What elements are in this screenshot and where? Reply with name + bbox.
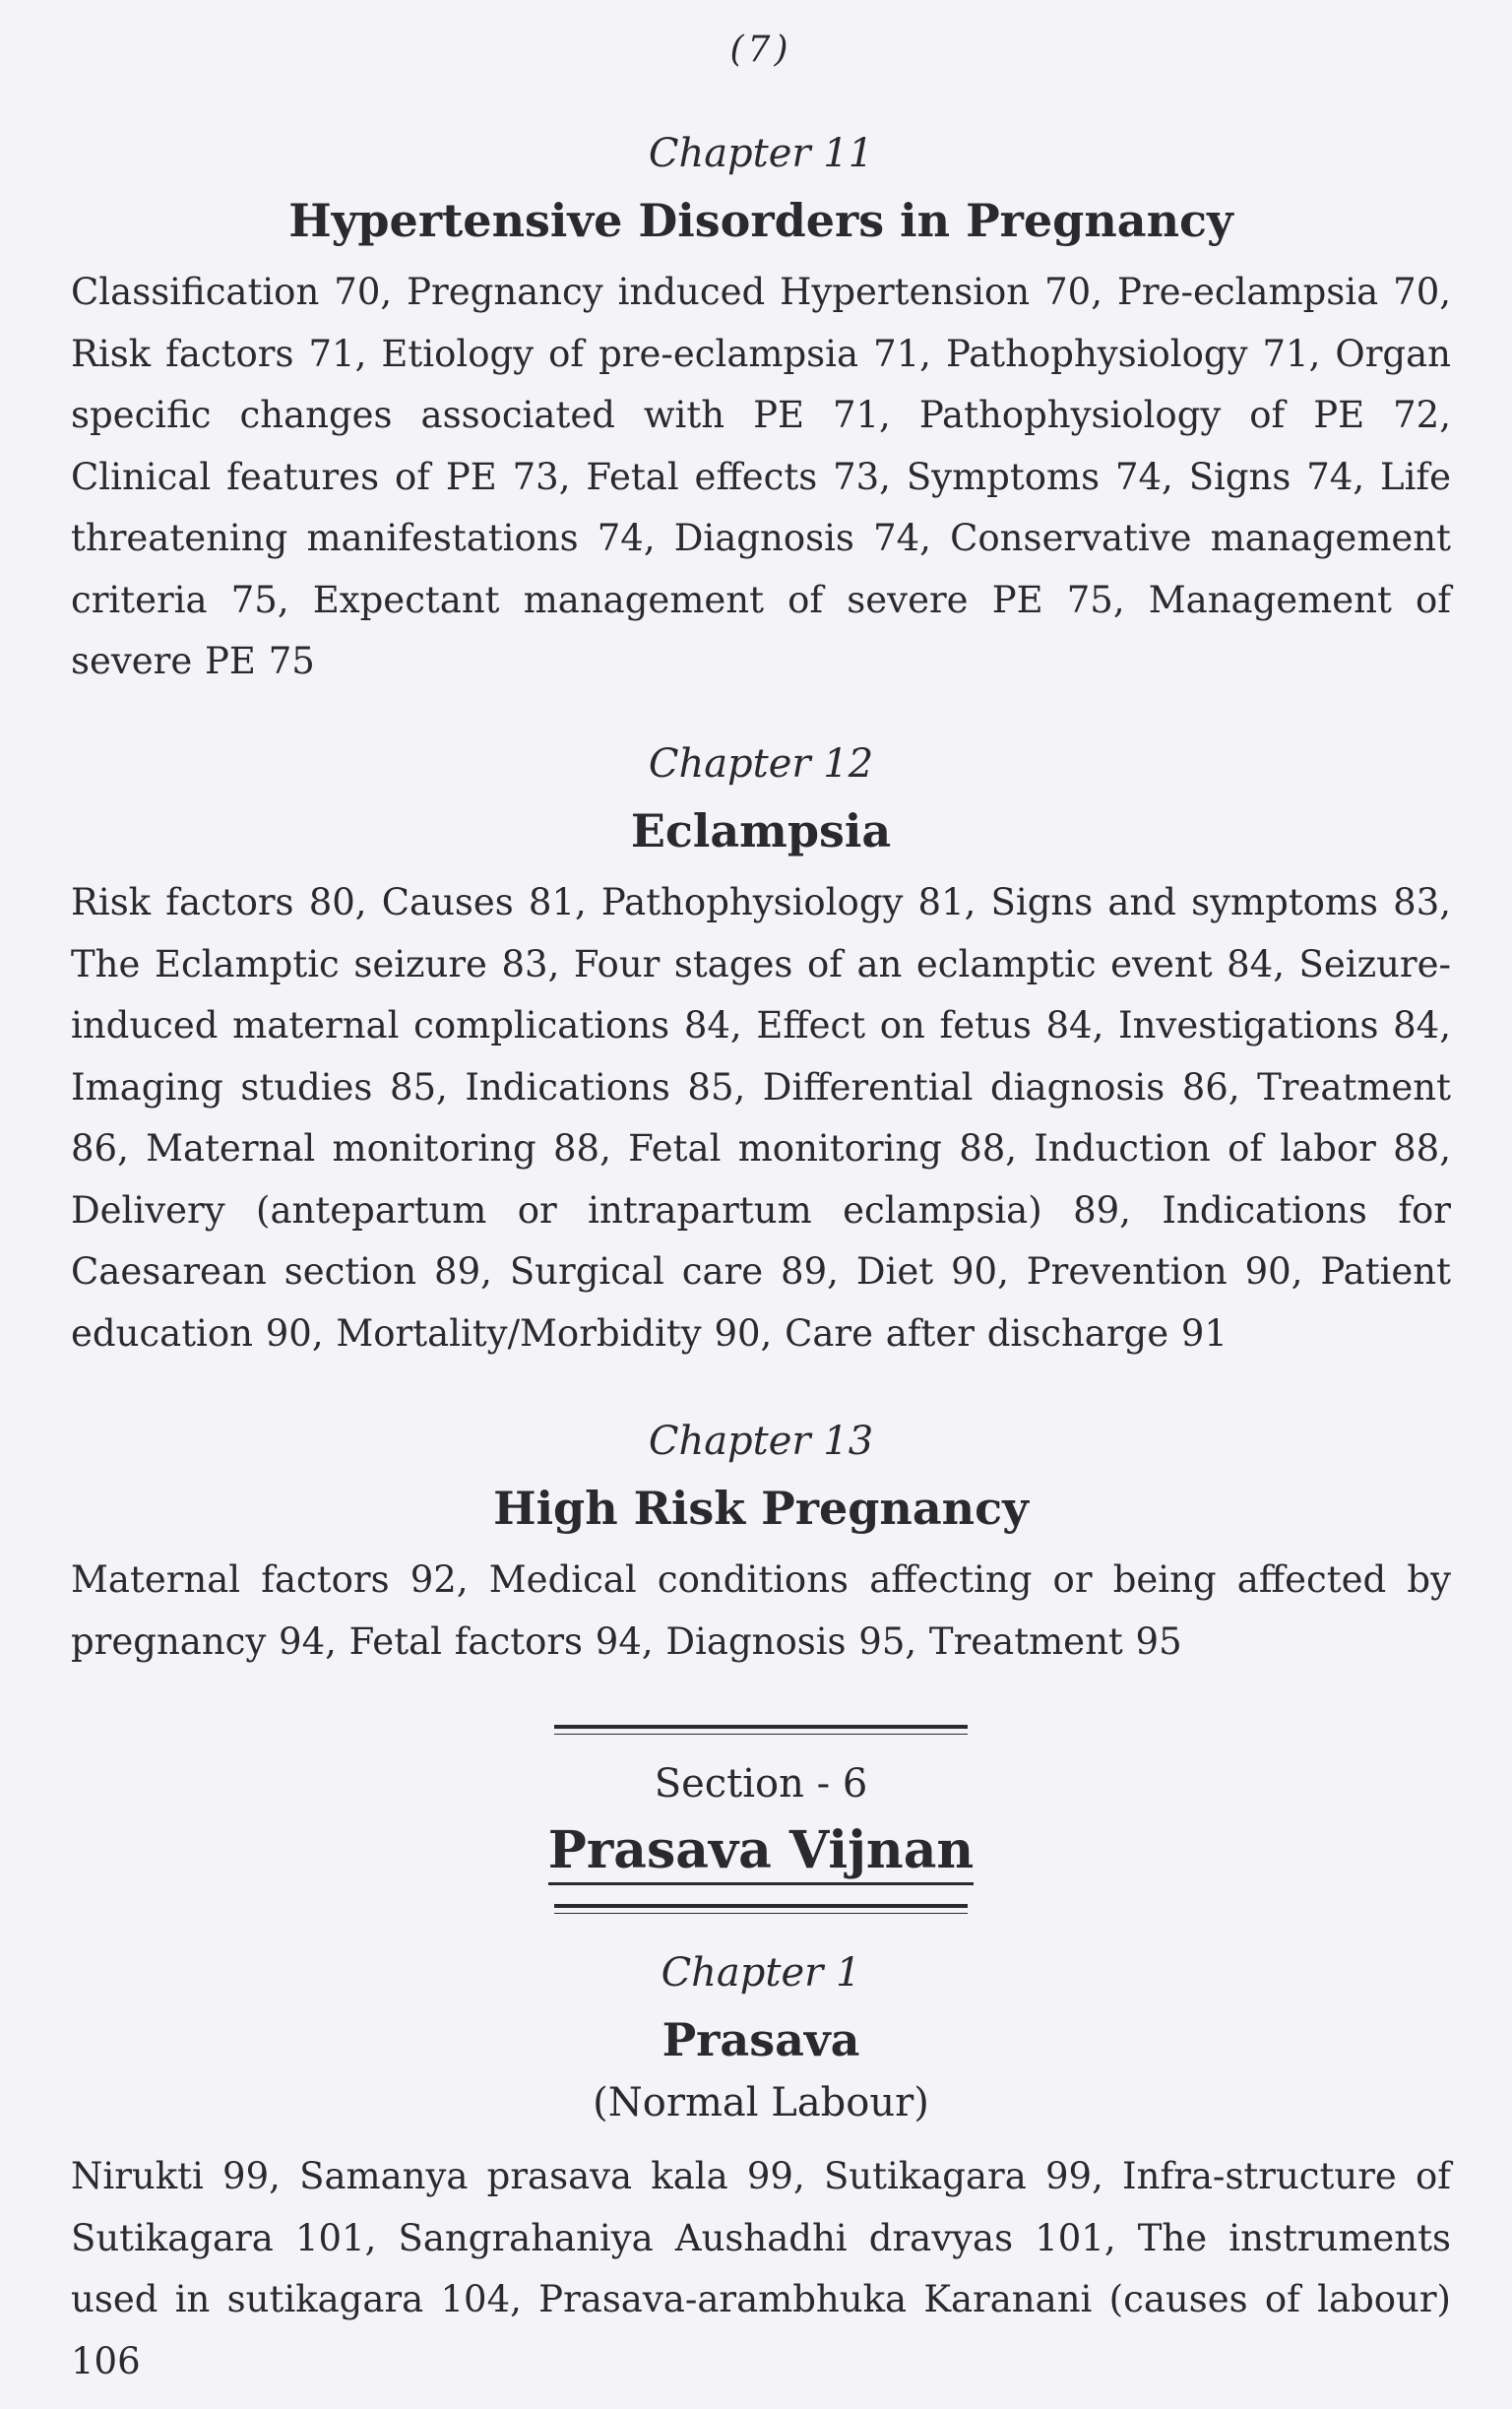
chapter-topics: Classification 70, Pregnancy induced Hypertension 70, Pre-eclampsia 70, Risk factors 71, Etiology of pre-eclampsia 71, Pathophysiology 71, Organ specific changes associated with PE 71, Pathophysiology of PE 72, Clinical features of PE 73, Fetal effects 73, Symptoms 74, Signs 74, Life threatening manifestations 74, Diagnosis 74, Conservative management criteria 75, Expectant management of severe PE 75, Management of severe PE 75 [71, 271, 1451, 682]
chapter-label: Chapter 1 [661, 1950, 861, 1996]
section-label: Section - 6 [654, 1761, 868, 1807]
chapter-title: Hypertensive Disorders in Pregnancy [288, 194, 1233, 247]
section-title [71, 1815, 1451, 1886]
chapter-11-block [71, 126, 1451, 693]
section-6-chapter-1-block [71, 1945, 1451, 2392]
chapter-title: Prasava [662, 2013, 860, 2066]
chapter-topics: Risk factors 80, Causes 81, Pathophysiology 81, Signs and symptoms 83, The Eclamptic seizure 83, Four stages of an eclamptic event 84, Seizure-induced maternal complications 84, Effect on fetus 84, Investigations 84, Imaging studies 85, Indications 85, Differential diagnosis 86, Treatment 86, Maternal monitoring 88, Fetal monitoring 88, Induction of labor 88, Delivery (antepartum or intrapartum eclampsia) 89, Indications for Caesarean section 89, Surgical care 89, Diet 90, Prevention 90, Patient education 90, Mortality/Morbidity 90, Care after discharge 91 [71, 881, 1451, 1355]
chapter-label: Chapter 12 [648, 741, 874, 787]
chapter-title: Eclampsia [630, 804, 892, 857]
chapter-title: High Risk Pregnancy [493, 1482, 1029, 1535]
chapter-13-block [71, 1414, 1451, 1673]
chapter-topics: Nirukti 99, Samanya prasava kala 99, Sutikagara 99, Infra-structure of Sutikagara 101, Sangrahaniya Aushadhi dravyas 101, The instruments used in sutikagara 104, Prasava-arambhuka Karanani (causes of labour) 106 [71, 2155, 1451, 2382]
chapter-label: Chapter 11 [648, 131, 874, 176]
section-bottom-rule [554, 1904, 968, 1914]
page-number: (7) [729, 30, 792, 70]
chapter-12-block [71, 736, 1451, 1364]
section-title-text: Prasava Vijnan [548, 1820, 974, 1885]
section-6-block [71, 1725, 1451, 1914]
chapter-topics: Maternal factors 92, Medical conditions affecting or being affected by pregnancy 94, Fetal factors 94, Diagnosis 95, Treatment 95 [71, 1558, 1451, 1663]
chapter-subtitle: (Normal Labour) [593, 2080, 929, 2125]
chapter-label: Chapter 13 [648, 1419, 874, 1464]
section-top-rule [554, 1725, 968, 1735]
